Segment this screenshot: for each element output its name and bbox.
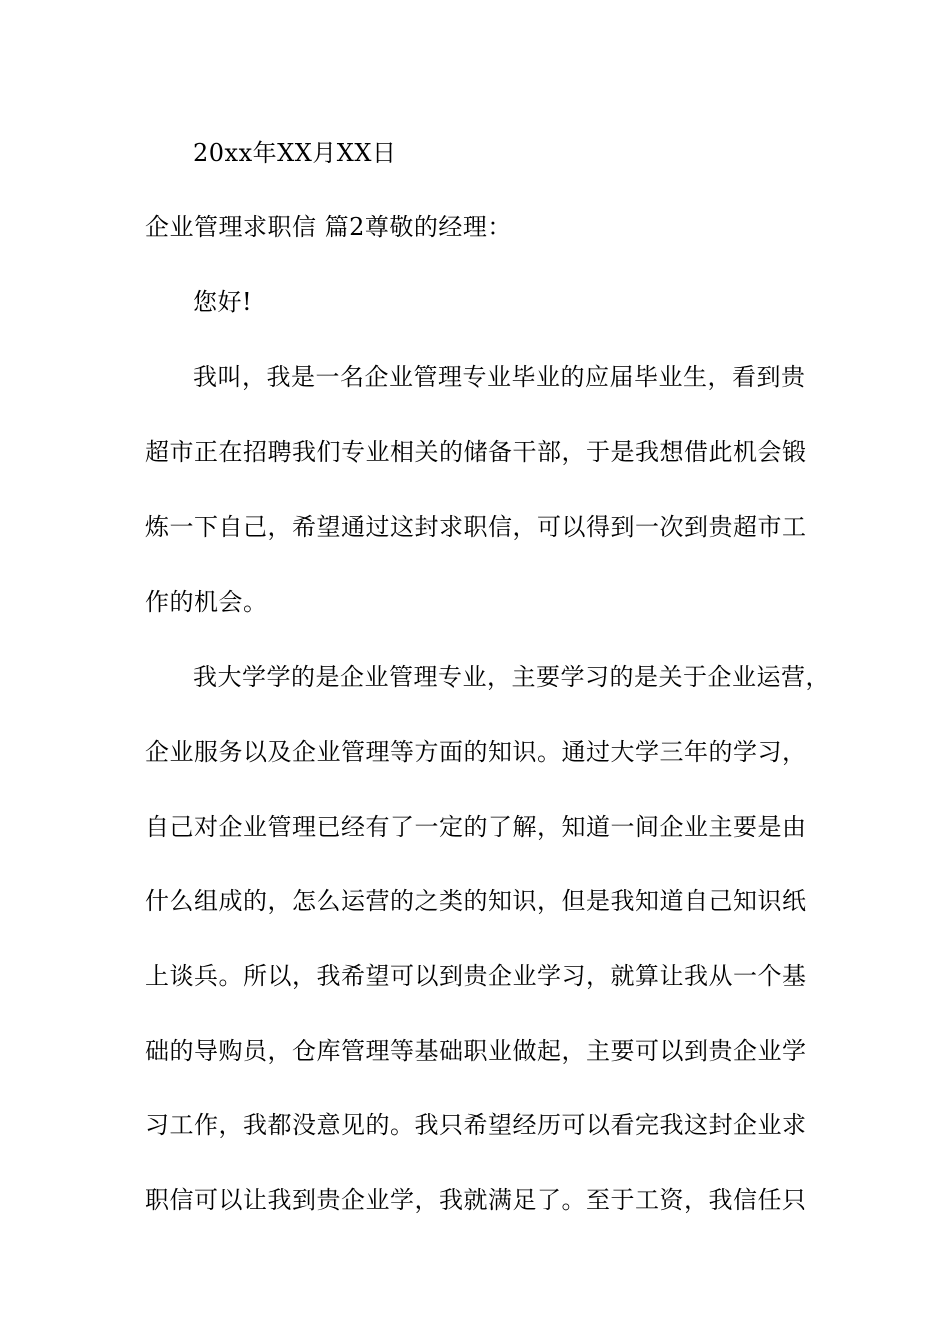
paragraph-line: 职信可以让我到贵企业学，我就满足了。至于工资，我信任只 (145, 1186, 807, 1214)
paragraph-line: 超市正在招聘我们专业相关的储备干部，于是我想借此机会锻 (145, 438, 807, 466)
paragraph-line: 我叫，我是一名企业管理专业毕业的应届毕业生，看到贵 (193, 363, 806, 391)
paragraph-line: 础的导购员，仓库管理等基础职业做起，主要可以到贵企业学 (145, 1037, 807, 1065)
paragraph-line: 什么组成的，怎么运营的之类的知识，但是我知道自己知识纸 (145, 887, 807, 915)
paragraph-line: 炼一下自己，希望通过这封求职信，可以得到一次到贵超市工 (145, 513, 807, 541)
paragraph-line: 习工作，我都没意见的。我只希望经历可以看完我这封企业求 (145, 1111, 807, 1139)
paragraph-line: 我大学学的是企业管理专业，主要学习的是关于企业运营， (193, 663, 830, 691)
paragraph-line: 上谈兵。所以，我希望可以到贵企业学习，就算让我从一个基 (145, 962, 807, 990)
paragraph-line: 自己对企业管理已经有了一定的了解，知道一间企业主要是由 (145, 813, 807, 841)
letter-heading: 企业管理求职信 篇2尊敬的经理： (145, 213, 512, 241)
letter-greeting: 您好! (193, 288, 253, 316)
letter-date: 20xx年XX月XX日 (193, 139, 397, 167)
paragraph-line: 作的机会。 (145, 588, 268, 616)
paragraph-line: 企业服务以及企业管理等方面的知识。通过大学三年的学习， (145, 738, 807, 766)
